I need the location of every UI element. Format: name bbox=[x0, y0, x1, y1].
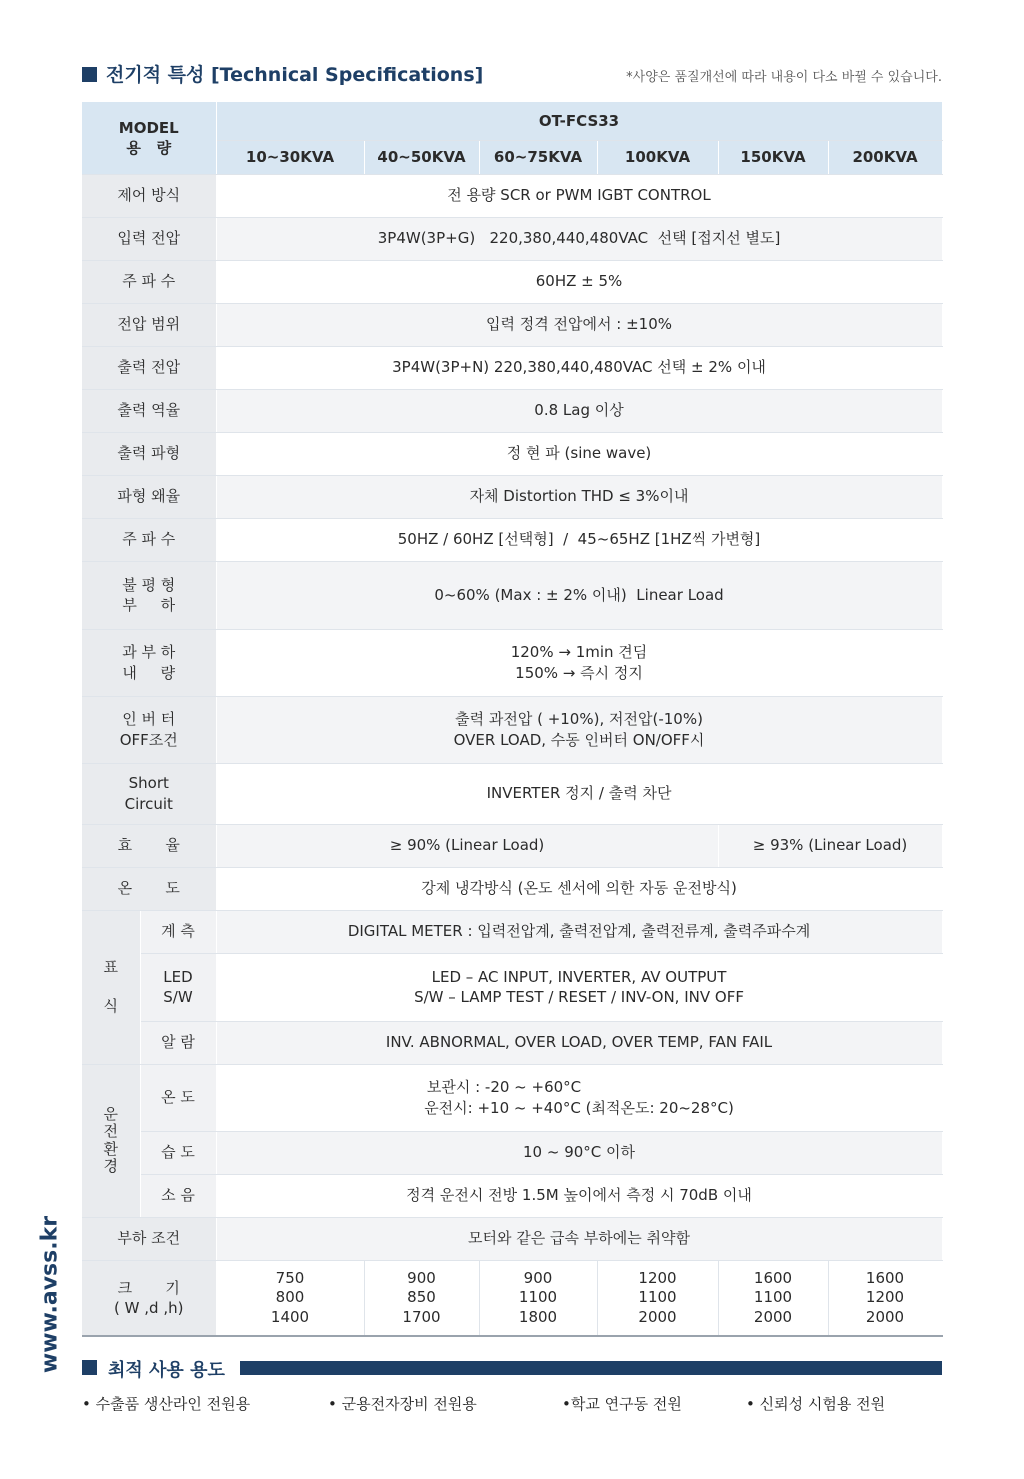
row-label-voltage-range: 전압 범위 bbox=[82, 303, 216, 346]
usage-item-4: • 신뢰성 시험용 전원 bbox=[746, 1395, 886, 1413]
size-2-w: 900 bbox=[407, 1268, 436, 1287]
size-3-d: 1100 bbox=[518, 1288, 558, 1306]
row-value-input-voltage: 3P4W(3P+G) 220,380,440,480VAC 선택 [접지선 별도] bbox=[216, 217, 942, 260]
size-2-d: 850 bbox=[407, 1288, 436, 1306]
size-col-3 bbox=[479, 1260, 597, 1336]
overload-value-line2: 150% → 즉시 정지 bbox=[515, 663, 643, 682]
row-value-power-factor: 0.8 Lag 이상 bbox=[216, 389, 942, 432]
model-label: MODEL bbox=[118, 118, 179, 137]
size-2-h: 1700 bbox=[402, 1307, 441, 1326]
led-sw-label-line2: S/W bbox=[163, 988, 193, 1006]
spec-change-note: *사양은 품질개선에 따라 내용이 다소 바뀔 수 있습니다. bbox=[626, 70, 942, 85]
row-label-output-frequency: 주 파 수 bbox=[82, 518, 216, 561]
square-bullet-icon bbox=[82, 1360, 97, 1375]
row-value-efficiency-high: ≥ 93% (Linear Load) bbox=[718, 824, 942, 867]
led-sw-label-line1: LED bbox=[163, 967, 193, 986]
row-label-display bbox=[82, 910, 140, 1064]
row-value-load-condition: 모터와 같은 급속 부하에는 취약함 bbox=[216, 1217, 942, 1260]
capacity-col-5: 150KVA bbox=[718, 140, 828, 174]
row-value-inverter-off bbox=[216, 696, 942, 763]
row-label-environment bbox=[82, 1064, 140, 1217]
row-value-temperature: 강제 냉각방식 (온도 센서에 의한 자동 운전방식) bbox=[216, 867, 942, 910]
env-temp-value-line2: 운전시: +10 ~ +40°C (최적온도: 20~28°C) bbox=[424, 1098, 734, 1117]
size-col-6 bbox=[828, 1260, 942, 1336]
usage-item-1: • 수출품 생산라인 전원용 bbox=[82, 1395, 251, 1413]
short-circuit-label-line2: Circuit bbox=[124, 794, 173, 813]
row-value-env-temp bbox=[216, 1064, 942, 1131]
model-name: OT-FCS33 bbox=[216, 102, 942, 140]
section-title: 전기적 특성 [Technical Specifications] bbox=[106, 64, 484, 86]
row-value-unbalance: 0~60% (Max : ± 2% 이내) Linear Load bbox=[216, 561, 942, 629]
row-label-overload bbox=[82, 629, 216, 696]
sub-label-noise: 소 음 bbox=[140, 1174, 216, 1217]
row-value-efficiency-low: ≥ 90% (Linear Load) bbox=[216, 824, 718, 867]
website-url-text: www.avss.kr bbox=[37, 1215, 63, 1374]
inverter-off-label-line1: 인 버 터 bbox=[122, 710, 176, 729]
usage-title: 최적 사용 용도 bbox=[108, 1360, 225, 1381]
size-3-w: 900 bbox=[523, 1268, 553, 1287]
led-sw-value-line1: LED – AC INPUT, INVERTER, AV OUTPUT bbox=[431, 967, 727, 986]
sub-label-env-temp: 온 도 bbox=[140, 1064, 216, 1131]
env-label-char-2: 전 bbox=[103, 1122, 118, 1141]
size-5-w: 1600 bbox=[753, 1268, 793, 1287]
row-label-power-factor: 출력 역율 bbox=[82, 389, 216, 432]
env-temp-value-line1: 보관시 : -20 ~ +60°C bbox=[426, 1078, 582, 1097]
capacity-col-1: 10~30KVA bbox=[216, 140, 364, 174]
row-label-input-frequency: 주 파 수 bbox=[82, 260, 216, 303]
row-value-humidity: 10 ~ 90°C 이하 bbox=[216, 1131, 942, 1174]
inverter-off-value-line2: OVER LOAD, 수동 인버터 ON/OFF시 bbox=[453, 730, 705, 749]
size-label-line1: 크 기 bbox=[117, 1278, 180, 1297]
env-label-char-3: 환 bbox=[103, 1139, 118, 1158]
row-value-distortion: 자체 Distortion THD ≤ 3%이내 bbox=[216, 475, 942, 518]
size-1-d: 800 bbox=[275, 1288, 305, 1306]
row-label-waveform: 출력 파형 bbox=[82, 432, 216, 475]
section-header bbox=[82, 60, 942, 90]
usage-section-header bbox=[82, 1356, 942, 1380]
overload-value-line1: 120% → 1min 견딤 bbox=[510, 643, 648, 662]
row-value-overload bbox=[216, 629, 942, 696]
sub-label-meter: 계 측 bbox=[140, 910, 216, 953]
size-col-1 bbox=[216, 1260, 364, 1336]
size-5-h: 2000 bbox=[753, 1307, 793, 1326]
row-label-distortion: 파형 왜율 bbox=[82, 475, 216, 518]
size-6-w: 1600 bbox=[865, 1268, 905, 1287]
capacity-label: 용 량 bbox=[126, 138, 172, 157]
display-label-line1: 표 bbox=[103, 958, 118, 976]
row-label-size bbox=[82, 1260, 216, 1336]
row-label-short-circuit bbox=[82, 763, 216, 824]
row-value-alarm: INV. ABNORMAL, OVER LOAD, OVER TEMP, FAN FAIL bbox=[216, 1021, 942, 1064]
sub-label-led-sw bbox=[140, 953, 216, 1021]
row-value-short-circuit: INVERTER 정지 / 출력 차단 bbox=[216, 763, 942, 824]
row-label-input-voltage: 입력 전압 bbox=[82, 217, 216, 260]
sub-label-alarm: 알 람 bbox=[140, 1021, 216, 1064]
size-4-h: 2000 bbox=[638, 1307, 677, 1326]
row-label-unbalance bbox=[82, 561, 216, 629]
size-5-d: 1100 bbox=[753, 1288, 793, 1306]
size-4-w: 1200 bbox=[638, 1268, 677, 1287]
row-value-voltage-range: 입력 정격 전압에서 : ±10% bbox=[216, 303, 942, 346]
short-circuit-label-line1: Short bbox=[128, 774, 169, 793]
overload-label-line1: 과 부 하 bbox=[122, 643, 176, 662]
usage-item-2: • 군용전자장비 전원용 bbox=[328, 1395, 477, 1413]
row-label-inverter-off bbox=[82, 696, 216, 763]
row-value-input-frequency: 60HZ ± 5% bbox=[216, 260, 942, 303]
size-1-w: 750 bbox=[275, 1268, 305, 1287]
unbalance-label-line1: 불 평 형 bbox=[122, 575, 176, 594]
row-label-output-voltage: 출력 전압 bbox=[82, 346, 216, 389]
size-col-4 bbox=[597, 1260, 718, 1336]
row-label-load-condition: 부하 조건 bbox=[82, 1217, 216, 1260]
header-bar-decoration bbox=[240, 1361, 942, 1375]
size-col-2 bbox=[364, 1260, 479, 1336]
row-value-control: 전 용량 SCR or PWM IGBT CONTROL bbox=[216, 174, 942, 217]
row-value-led-sw bbox=[216, 953, 942, 1021]
display-label-line2: 식 bbox=[103, 997, 118, 1015]
inverter-off-label-line2: OFF조건 bbox=[119, 730, 178, 749]
row-value-output-frequency: 50HZ / 60HZ [선택형] / 45~65HZ [1HZ씩 가변형] bbox=[216, 518, 942, 561]
row-value-output-voltage: 3P4W(3P+N) 220,380,440,480VAC 선택 ± 2% 이내 bbox=[216, 346, 942, 389]
size-1-h: 1400 bbox=[270, 1307, 310, 1326]
size-6-d: 1200 bbox=[865, 1288, 905, 1306]
capacity-col-3: 60~75KVA bbox=[479, 140, 597, 174]
row-label-control: 제어 방식 bbox=[82, 174, 216, 217]
inverter-off-value-line1: 출력 과전압 ( +10%), 저전압(-10%) bbox=[455, 710, 703, 729]
usage-item-3: •학교 연구동 전원 bbox=[562, 1395, 682, 1413]
square-bullet-icon bbox=[82, 67, 97, 82]
env-label-char-4: 경 bbox=[103, 1156, 118, 1175]
model-capacity-header-cell bbox=[82, 102, 216, 174]
capacity-col-6: 200KVA bbox=[828, 140, 942, 174]
led-sw-value-line2: S/W – LAMP TEST / RESET / INV-ON, INV OFF bbox=[414, 988, 744, 1006]
size-col-5 bbox=[718, 1260, 828, 1336]
size-6-h: 2000 bbox=[865, 1307, 905, 1326]
side-website-url bbox=[20, 1210, 80, 1380]
row-value-meter: DIGITAL METER : 입력전압계, 출력전압계, 출력전류계, 출력주파수계 bbox=[216, 910, 942, 953]
row-value-waveform: 정 현 파 (sine wave) bbox=[216, 432, 942, 475]
row-label-temperature: 온 도 bbox=[82, 867, 216, 910]
usage-list bbox=[82, 1393, 942, 1417]
overload-label-line2: 내 량 bbox=[122, 663, 176, 682]
capacity-col-2: 40~50KVA bbox=[364, 140, 479, 174]
capacity-col-4: 100KVA bbox=[597, 140, 718, 174]
unbalance-label-line2: 부 하 bbox=[122, 596, 176, 614]
row-value-noise: 정격 운전시 전방 1.5M 높이에서 측정 시 70dB 이내 bbox=[216, 1174, 942, 1217]
sub-label-humidity: 습 도 bbox=[140, 1131, 216, 1174]
size-label-line2: ( W ,d ,h) bbox=[114, 1298, 184, 1317]
env-label-char-1: 운 bbox=[103, 1105, 118, 1123]
size-3-h: 1800 bbox=[518, 1307, 558, 1326]
row-label-efficiency: 효 율 bbox=[82, 824, 216, 867]
size-4-d: 1100 bbox=[638, 1288, 677, 1306]
spec-table bbox=[82, 102, 943, 1337]
